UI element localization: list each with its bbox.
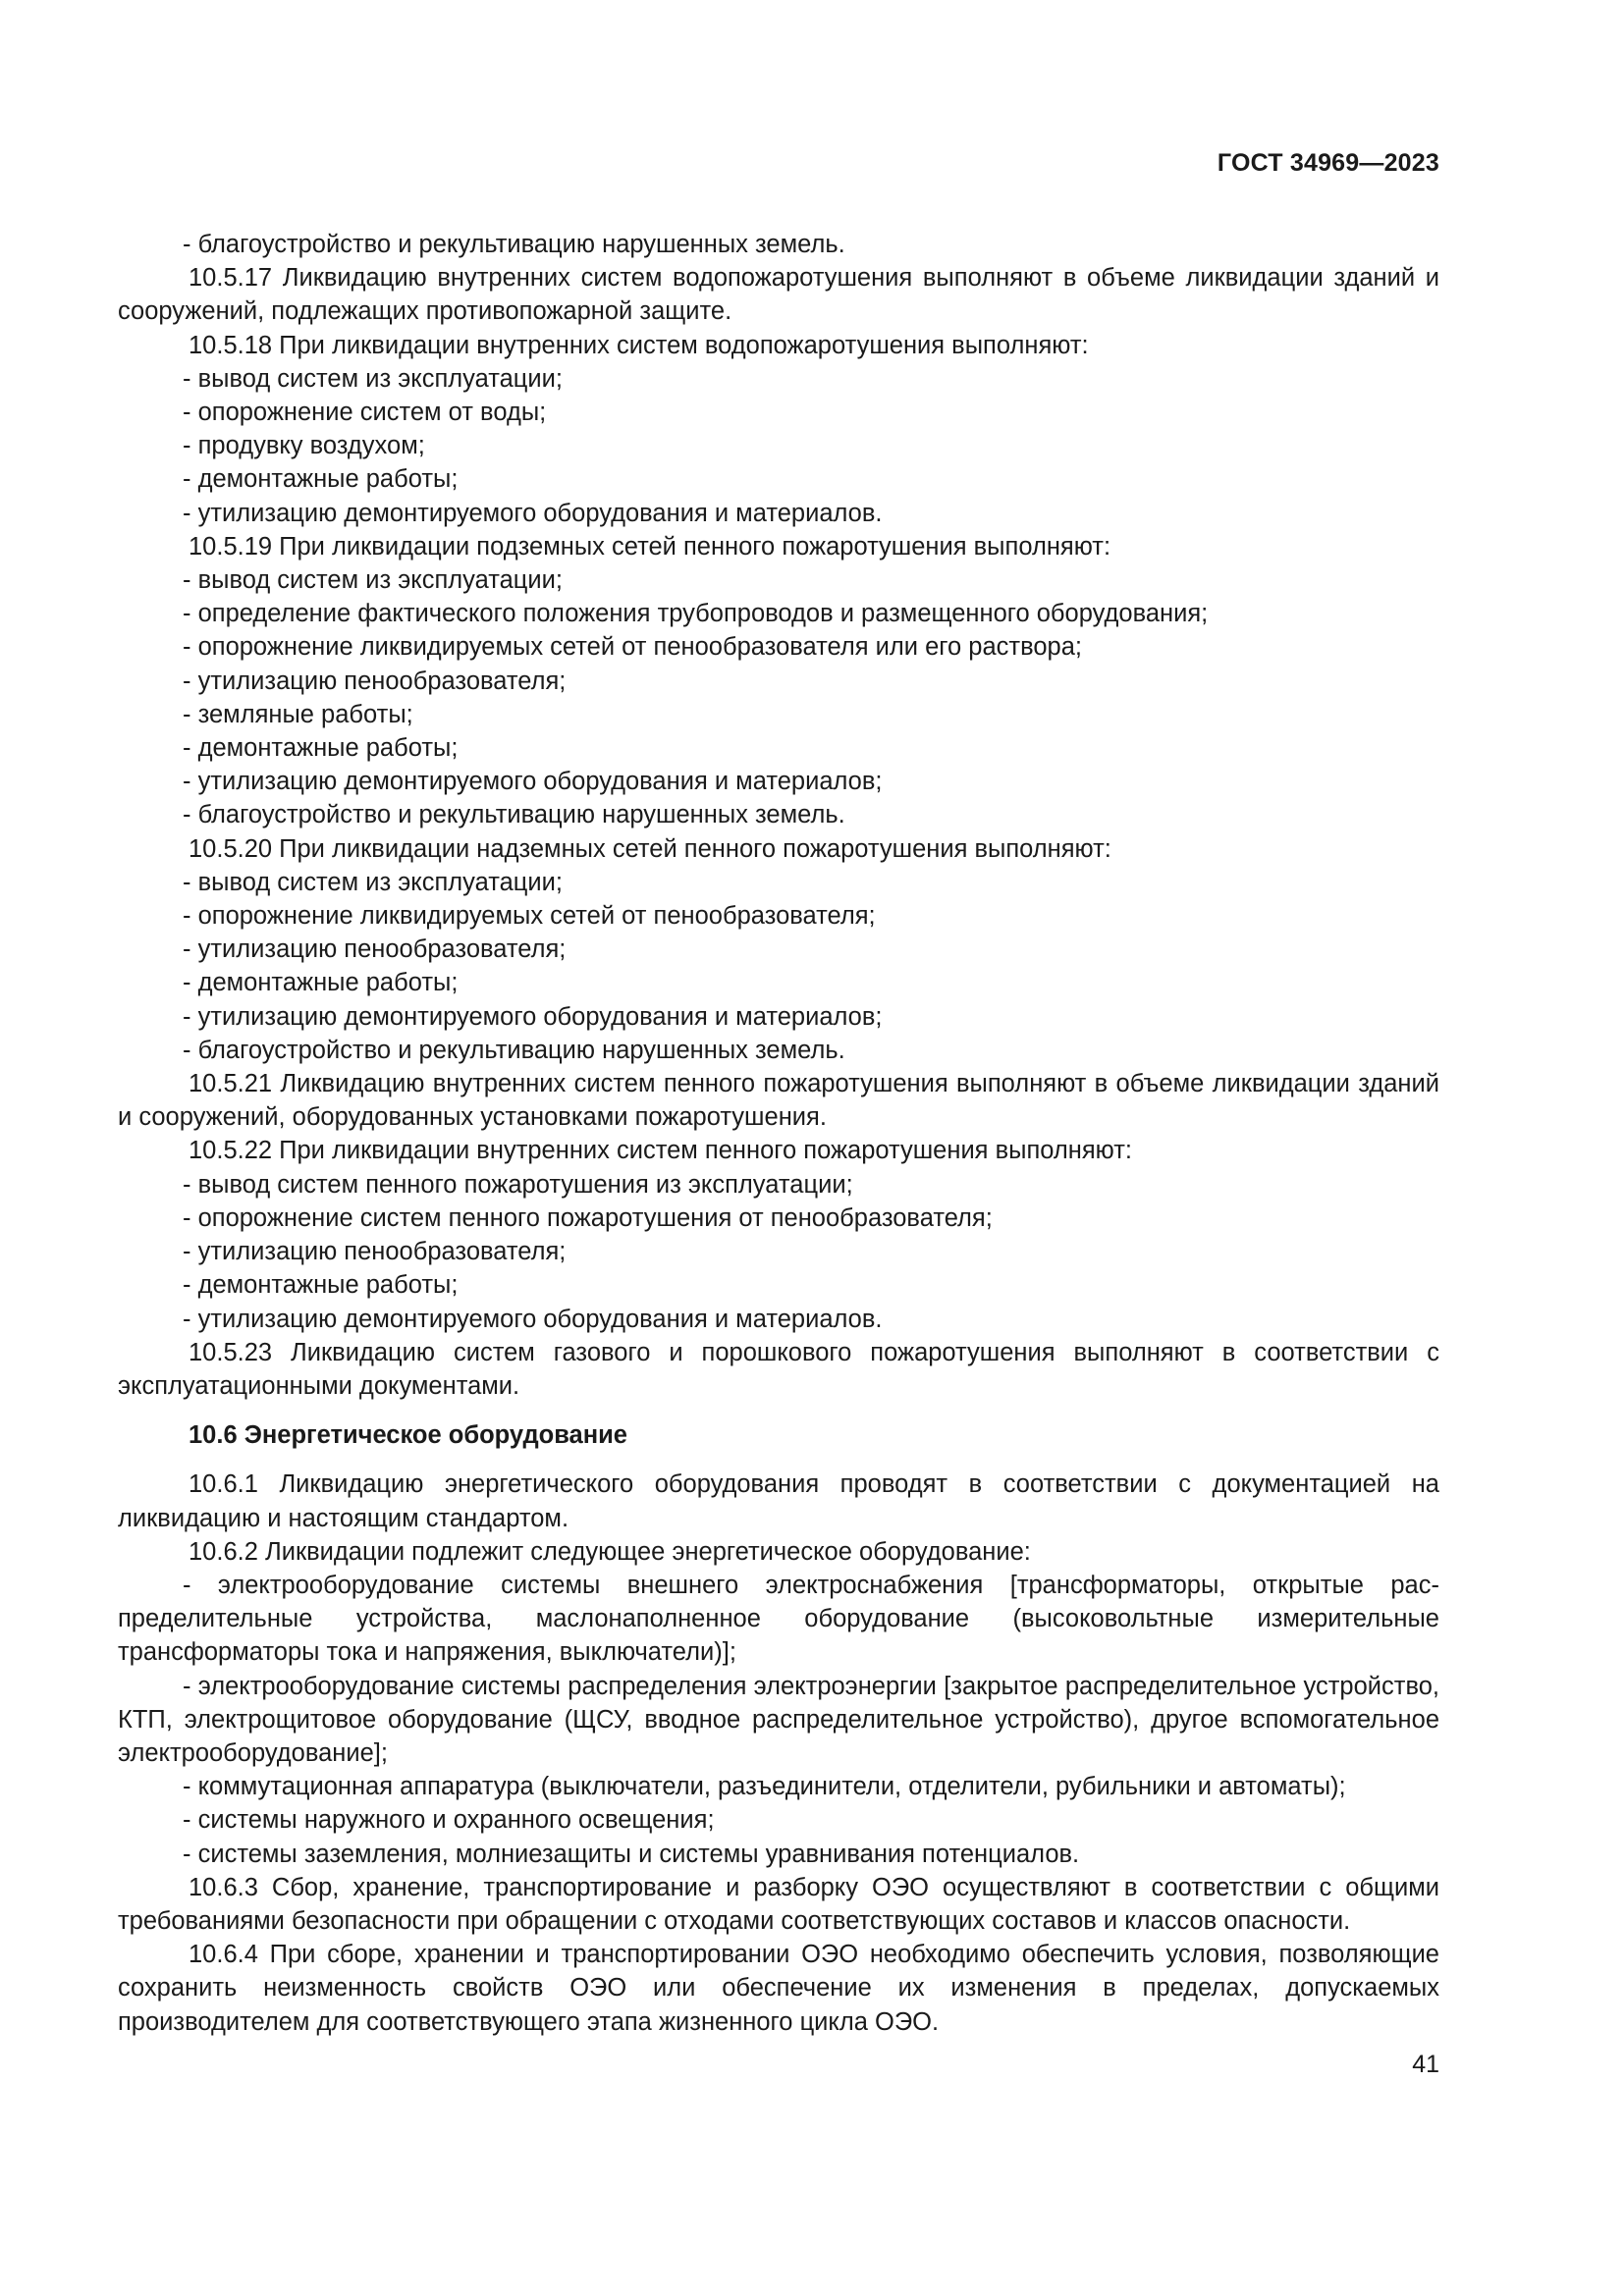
document-body [118, 228, 1439, 2039]
bullet-item: - продувку воздухом; [183, 432, 425, 460]
bullet-item: - утилизацию пенообразователя; [183, 667, 567, 695]
bullet-item: - утилизацию демонтируемого оборудования и материалов; [183, 1002, 883, 1031]
bullet-item: - опорожнение ликвидируемых сетей от пенообразователя; [183, 902, 876, 931]
bullet-item: - электрооборудование системы распределения электроэнергии [закрытое распределительное устройство, КТП, электрощитовое оборудование (ЩСУ, вводное распределительное устройство), другое вспомогательное электрооборудование]; [118, 1672, 1439, 1767]
bullet-item: - опорожнение ликвидируемых сетей от пенообразователя или его раствора; [183, 633, 1082, 662]
bullet-item: - демонтажные работы; [183, 465, 459, 494]
paragraph: 10.5.20 При ликвидации надземных сетей пенного пожаротушения выполняют: [189, 834, 1111, 863]
paragraph: 10.5.18 При ликвидации внутренних систем водопожаротушения выполняют: [189, 331, 1089, 359]
bullet-item: - определение фактического положения трубопроводов и размещенного оборудования; [183, 600, 1209, 628]
bullet-item: - благоустройство и рекультивацию нарушенных земель. [183, 1036, 845, 1064]
bullet-item: - земляные работы; [183, 700, 413, 728]
paragraph: 10.6.4 При сборе, хранении и транспортировании ОЭО необходимо обеспечить условия, позволяющие сохранить неизменность свойств ОЭО или обеспечение их изменения в пределах, допускаемых производителем для соответствующего этапа жизненного цикла ОЭО. [118, 1941, 1439, 2036]
bullet-item: - опорожнение систем от воды; [183, 399, 547, 427]
section-heading: 10.6 Энергетическое оборудование [189, 1421, 627, 1450]
page-number: 41 [1412, 2051, 1439, 2078]
paragraph: 10.6.3 Сбор, хранение, транспортирование и разборку ОЭО осуществляют в соответствии с общими требованиями безопасности при обращении с отходами соответствующих составов и классов опасности. [118, 1873, 1439, 1935]
bullet-item: - демонтажные работы; [183, 734, 459, 763]
bullet-item: - системы заземления, молниезащиты и системы уравнивания потенциалов. [183, 1840, 1080, 1868]
bullet-item: - благоустройство и рекультивацию нарушенных земель. [183, 231, 845, 258]
paragraph: 10.5.22 При ликвидации внутренних систем пенного пожаротушения выполняют: [189, 1137, 1132, 1165]
bullet-item: - вывод систем из эксплуатации; [183, 868, 563, 896]
bullet-item: - вывод систем из эксплуатации; [183, 364, 563, 393]
bullet-item: - утилизацию демонтируемого оборудования и материалов. [183, 499, 883, 527]
bullet-item: - опорожнение систем пенного пожаротушения от пенообразователя; [183, 1203, 993, 1232]
standard-designation: ГОСТ 34969—2023 [1217, 149, 1439, 177]
bullet-item: - системы наружного и охранного освещения; [183, 1806, 715, 1835]
bullet-item: - благоустройство и рекультивацию нарушенных земель. [183, 801, 845, 829]
bullet-item: - электрооборудование системы внешнего электроснабжения [трансформаторы, открытые распределительные устройства, маслонаполненное оборудование (высоковольтные измерительные трансформаторы тока и напряжения, выключатели)]; [118, 1571, 1439, 1667]
bullet-item: - утилизацию пенообразователя; [183, 1238, 567, 1266]
bullet-item: - вывод систем из эксплуатации; [183, 566, 563, 595]
paragraph: 10.5.23 Ликвидацию систем газового и порошкового пожаротушения выполняют в соответствии с эксплуатационными документами. [118, 1338, 1439, 1400]
bullet-item: - демонтажные работы; [183, 1271, 459, 1300]
bullet-item: - демонтажные работы; [183, 969, 459, 997]
paragraph: 10.5.17 Ликвидацию внутренних систем водопожаротушения выполняют в объеме ликвидации зданий и сооружений, подлежащих противопожарной защите. [118, 264, 1439, 326]
bullet-item: - утилизацию демонтируемого оборудования и материалов; [183, 768, 883, 796]
paragraph: 10.6.1 Ликвидацию энергетического оборудования проводят в соответствии с документацией на ликвидацию и настоящим стандартом. [118, 1470, 1439, 1532]
bullet-item: - вывод систем пенного пожаротушения из эксплуатации; [183, 1170, 853, 1199]
paragraph: 10.6.2 Ликвидации подлежит следующее энергетическое оборудование: [189, 1537, 1031, 1566]
bullet-item: - утилизацию пенообразователя; [183, 935, 567, 964]
bullet-item: - утилизацию демонтируемого оборудования и материалов. [183, 1305, 883, 1333]
paragraph: 10.5.21 Ликвидацию внутренних систем пенного пожаротушения выполняют в объеме ликвидации зданий и сооружений, оборудованных установками пожаротушения. [118, 1070, 1439, 1132]
bullet-item: - коммутационная аппаратура (выключатели, разъединители, отделители, рубильники и автоматы); [183, 1773, 1346, 1801]
paragraph: 10.5.19 При ликвидации подземных сетей пенного пожаротушения выполняют: [189, 532, 1111, 561]
